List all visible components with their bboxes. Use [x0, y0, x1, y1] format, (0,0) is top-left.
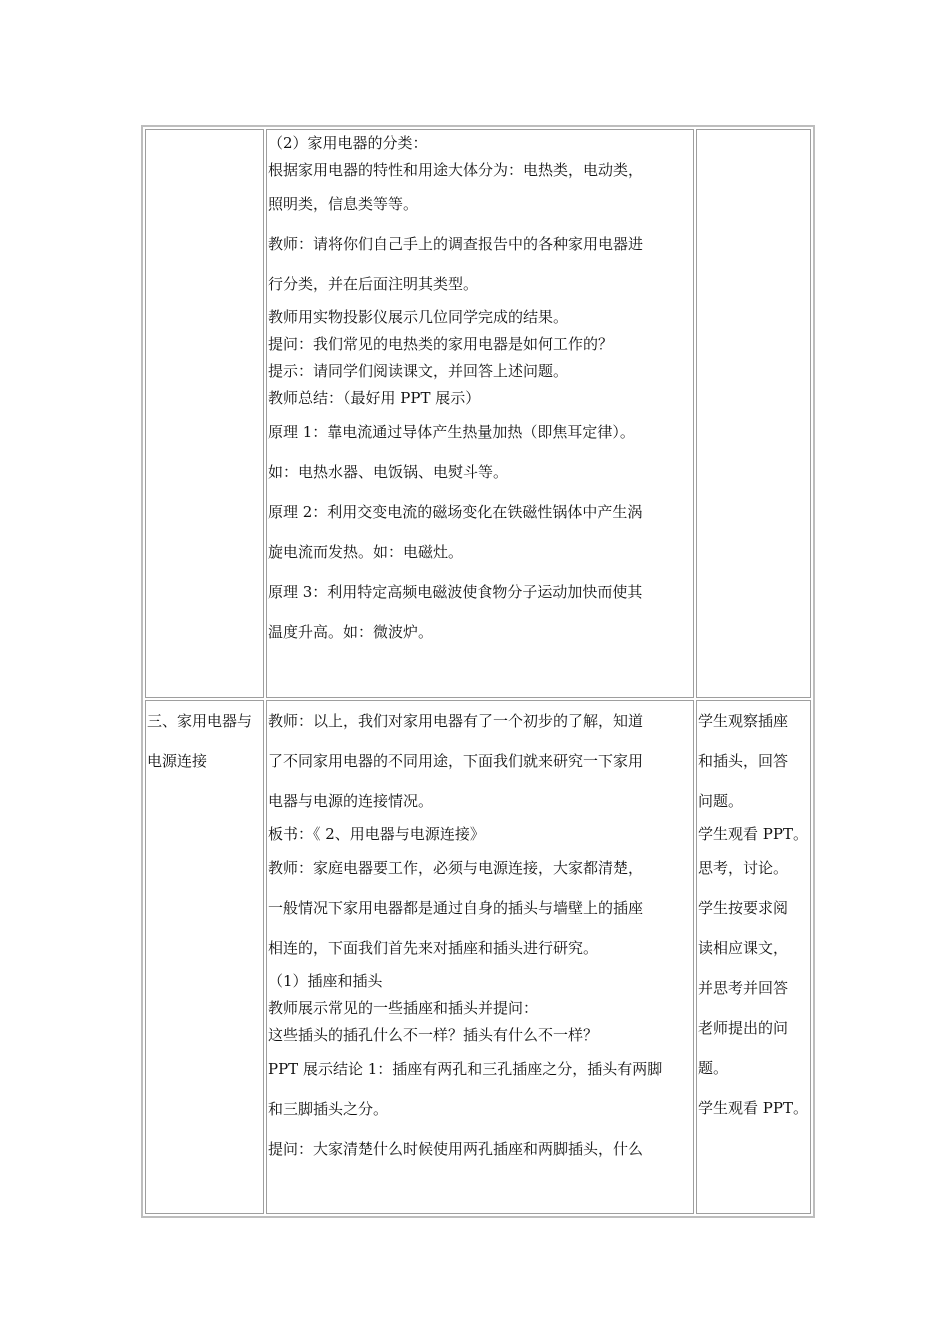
teaching-content-text	[268, 701, 692, 1169]
text-line: 学生观看 PPT。	[698, 1099, 808, 1117]
text-line: 原理 2：利用交变电流的磁场变化在铁磁性锅体中产生涡	[268, 503, 643, 521]
text-line: 教师用实物投影仪展示几位同学完成的结果。	[268, 308, 569, 326]
text-line: 思考，讨论。	[698, 859, 789, 877]
lesson-plan-table	[141, 125, 815, 1218]
text-line: 相连的，下面我们首先来对插座和插头进行研究。	[268, 939, 599, 957]
text-line: 如：电热水器、电饭锅、电熨斗等。	[268, 463, 509, 481]
text-line: 温度升高。如：微波炉。	[268, 623, 434, 641]
stage-cell	[145, 700, 264, 1214]
text-line: 照明类，信息类等等。	[268, 195, 419, 213]
student-activity-cell	[696, 700, 811, 1214]
table-row	[145, 129, 811, 698]
table-row	[145, 700, 811, 1214]
text-line: 一般情况下家用电器都是通过自身的插头与墙壁上的插座	[268, 899, 644, 917]
text-line: 教师：家庭电器要工作，必须与电源连接，大家都清楚，	[268, 859, 644, 877]
text-line: 并思考并回答	[698, 979, 789, 997]
text-line: 原理 1：靠电流通过导体产生热量加热（即焦耳定律）。	[268, 423, 635, 441]
text-line: PPT 展示结论 1：插座有两孔和三孔插座之分，插头有两脚	[268, 1060, 663, 1078]
text-line: 和三脚插头之分。	[268, 1100, 389, 1118]
text-line: 根据家用电器的特性和用途大体分为：电热类，电动类，	[268, 161, 644, 179]
text-line: 三、家用电器与	[147, 712, 253, 730]
text-line: 问题。	[698, 792, 744, 810]
student-activity-text	[698, 701, 809, 1128]
text-line: 学生按要求阅	[698, 899, 789, 917]
content-cell	[266, 700, 694, 1214]
content-cell	[266, 129, 694, 698]
text-line: 电器与电源的连接情况。	[268, 792, 434, 810]
text-line: 教师：请将你们自己手上的调查报告中的各种家用电器进	[268, 235, 644, 253]
text-line: 教师展示常见的一些插座和插头并提问：	[268, 999, 539, 1017]
text-line: 题。	[698, 1059, 729, 1077]
text-line: 学生观看 PPT。	[698, 825, 808, 843]
text-line: 行分类，并在后面注明其类型。	[268, 275, 479, 293]
text-line: 读相应课文，	[698, 939, 789, 957]
text-line: 和插头，回答	[698, 752, 789, 770]
stage-cell	[145, 129, 264, 698]
text-line: 教师：以上，我们对家用电器有了一个初步的了解，知道	[268, 712, 644, 730]
text-line: （2）家用电器的分类：	[268, 134, 428, 152]
text-line: （1）插座和插头	[268, 972, 383, 990]
text-line: 旋电流而发热。如：电磁灶。	[268, 543, 464, 561]
text-line: 电源连接	[147, 752, 208, 770]
text-line: 原理 3：利用特定高频电磁波使食物分子运动加快而使其	[268, 583, 643, 601]
text-line: 提问：我们常见的电热类的家用电器是如何工作的？	[268, 335, 614, 353]
text-line: 提问：大家清楚什么时候使用两孔插座和两脚插头，什么	[268, 1140, 644, 1158]
text-line: 学生观察插座	[698, 712, 789, 730]
text-line: 提示：请同学们阅读课文，并回答上述问题。	[268, 362, 569, 380]
text-line: 老师提出的问	[698, 1019, 789, 1037]
text-line: 教师总结：（最好用 PPT 展示）	[268, 389, 481, 407]
student-activity-cell	[696, 129, 811, 698]
stage-text	[147, 701, 262, 781]
teaching-content-text	[268, 130, 692, 652]
text-line: 板书：《 2、用电器与电源连接》	[268, 825, 485, 843]
text-line: 了不同家用电器的不同用途，下面我们就来研究一下家用	[268, 752, 644, 770]
text-line: 这些插头的插孔什么不一样？插头有什么不一样？	[268, 1026, 599, 1044]
